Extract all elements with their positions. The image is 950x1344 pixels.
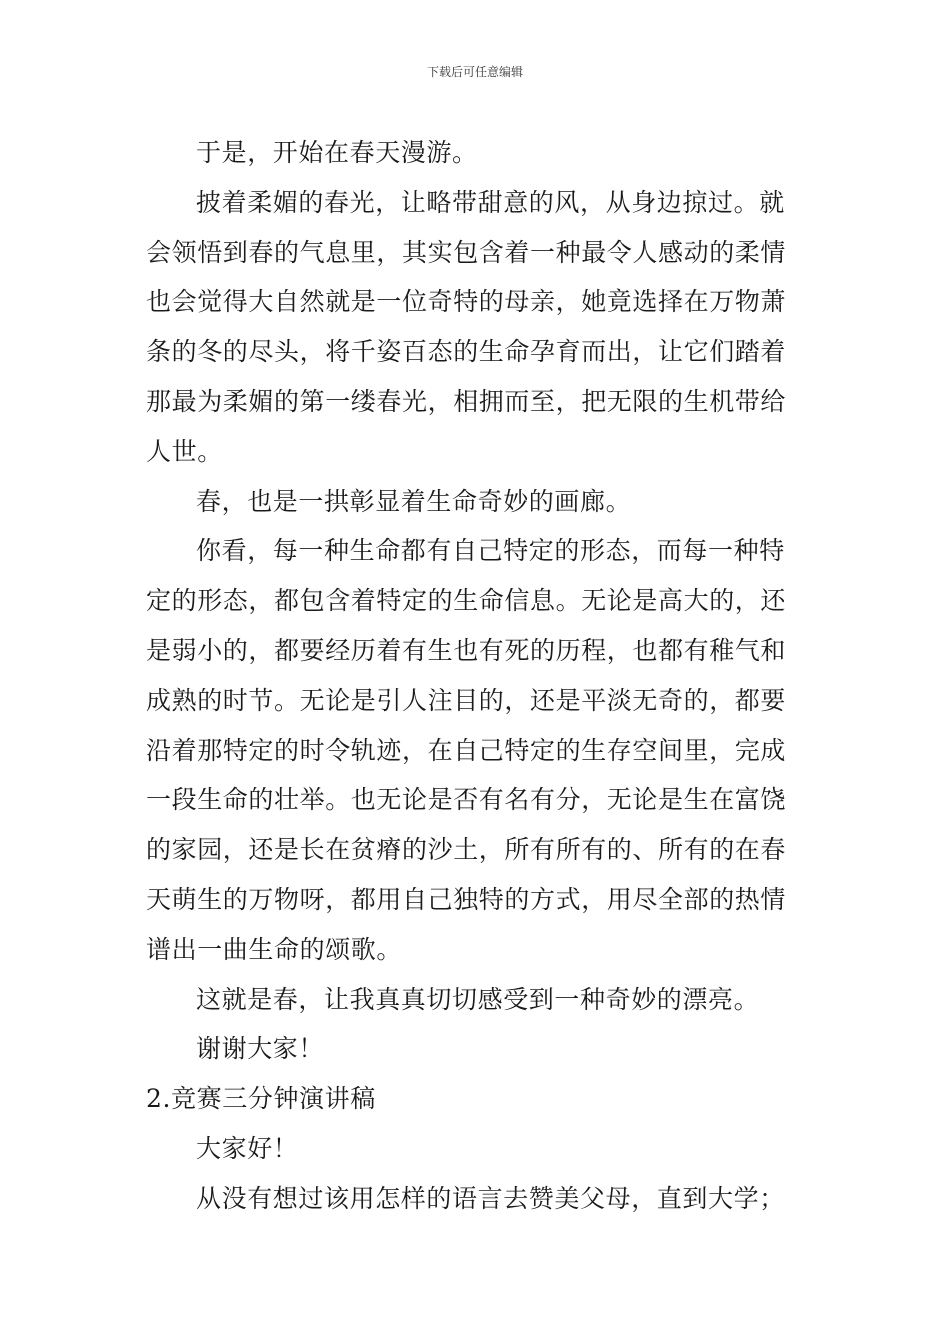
section-title: 2.竞赛三分钟演讲稿 xyxy=(146,1084,376,1114)
paragraph: 这就是春，让我真真切切感受到一种奇妙的漂亮。 xyxy=(196,984,760,1014)
paragraph: 从没有想过该用怎样的语言去赞美父母，直到大学； xyxy=(196,1183,785,1213)
paragraph: 谢谢大家！ xyxy=(196,1034,325,1064)
page-header-note: 下载后可任意编辑 xyxy=(426,65,523,79)
paragraph: 大家好！ xyxy=(196,1133,299,1163)
paragraph: 春，也是一拱彰显着生命奇妙的画廊。 xyxy=(196,486,632,516)
paragraph: 于是，开始在春天漫游。 xyxy=(196,138,478,167)
paragraph: 你看，每一种生命都有自己特定的形态，而每一种特定的形态，都包含着特定的生命信息。无论是高大的，还是弱小的，都要经历着有生也有死的历程，也都有稚气和成熟的时节。无论是引人注目的，还是平淡无奇的，都要沿着那特定的时令轨迹，在自己特定的生存空间里，完成一段生命的壮举。也无论是否有名有分，无论是生在富饶的家园，还是长在贫瘠的沙土，所有所有的、所有的在春天萌生的万物呀，都用自己独特的方式，用尽全部的热情谱出一曲生命的颂歌。 xyxy=(146,536,787,964)
document-body xyxy=(146,128,810,1224)
paragraph: 披着柔媚的春光，让略带甜意的风，从身边掠过。就会领悟到春的气息里，其实包含着一种最令人感动的柔情也会觉得大自然就是一位奇特的母亲，她竟选择在万物萧条的冬的尽头，将千姿百态的生命孕育而出，让它们踏着那最为柔媚的第一缕春光，相拥而至，把无限的生机带给人世。 xyxy=(146,187,787,466)
